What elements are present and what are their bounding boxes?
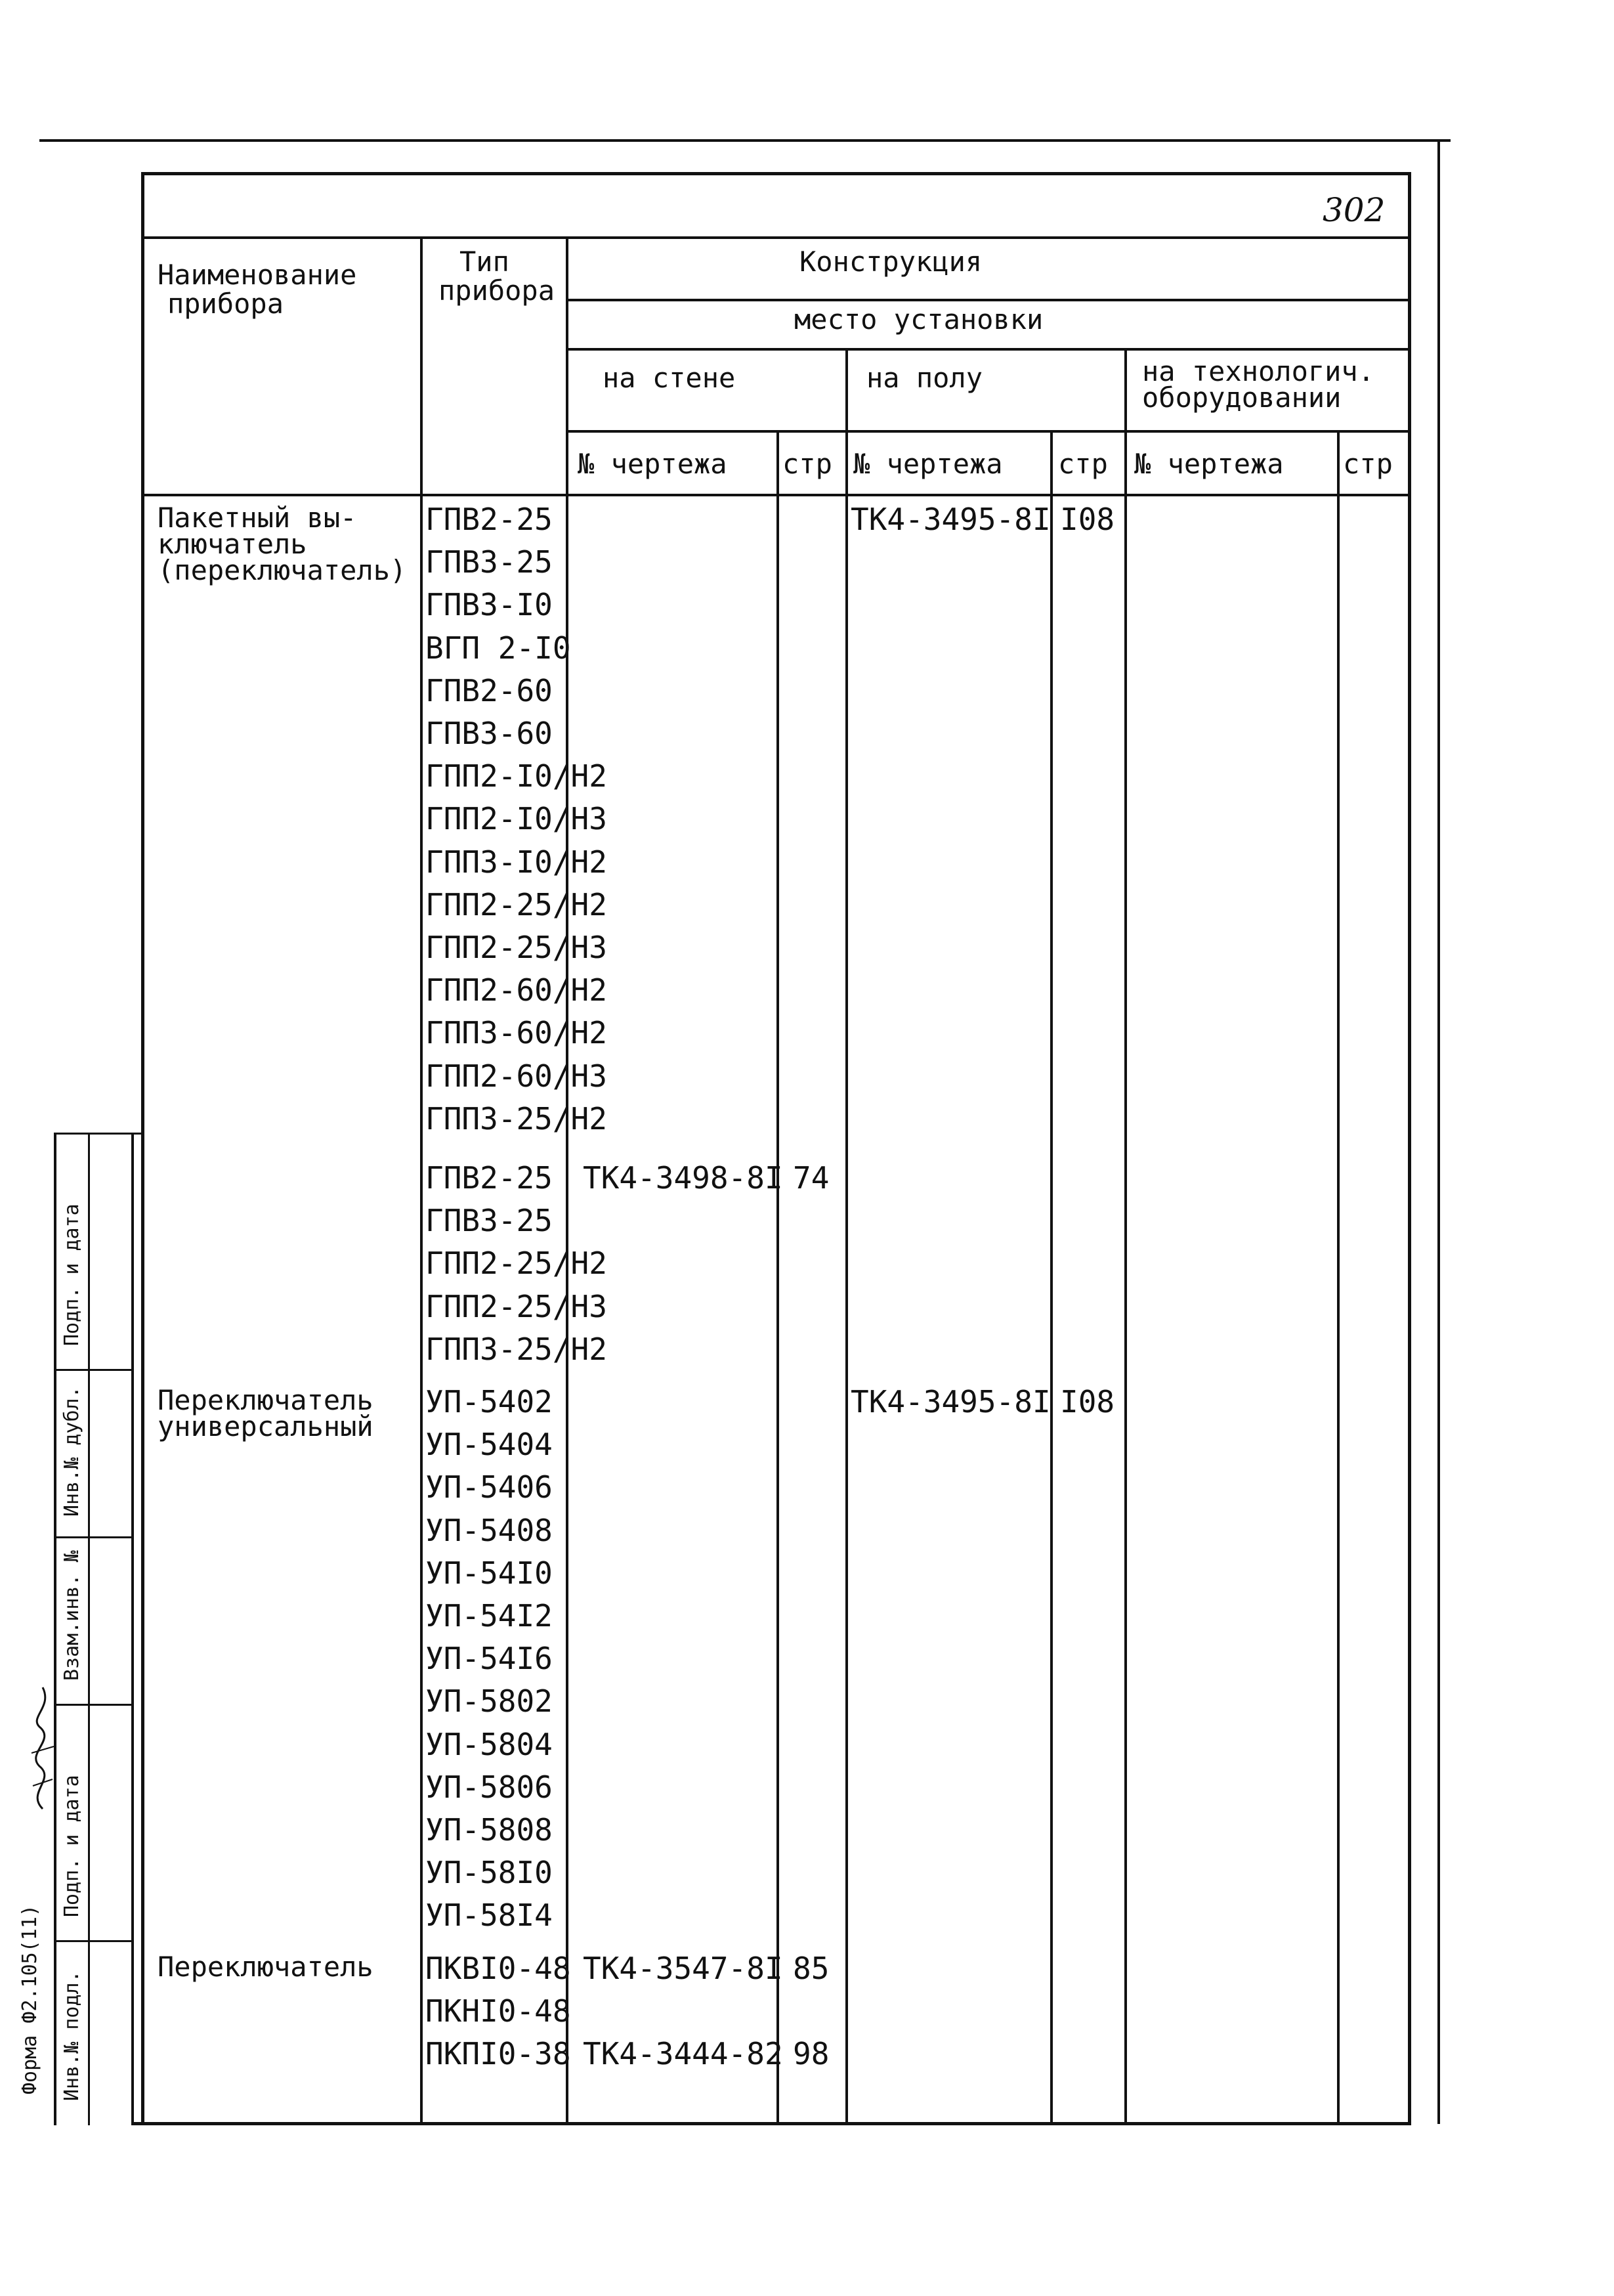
row-type: ПКВI0-48 bbox=[425, 1950, 571, 1986]
header-wall-page: стр bbox=[782, 448, 832, 480]
frame-left bbox=[141, 172, 144, 2125]
row-type: ГПП2-25/Н3 bbox=[425, 930, 607, 965]
row-type: ПКПI0-38 bbox=[425, 2036, 571, 2071]
header-construction: Конструкция bbox=[799, 246, 983, 278]
row-type: УП-5402 bbox=[425, 1384, 553, 1419]
row-type: УП-5804 bbox=[425, 1726, 553, 1762]
row-type: УП-58I4 bbox=[425, 1897, 553, 1934]
header-line-bottom bbox=[141, 494, 1411, 496]
header-wall-drawing-no: № чертежа bbox=[578, 448, 727, 480]
row-type: УП-5808 bbox=[425, 1812, 553, 1848]
stamp-inv-orig: Инв.№ подл. bbox=[60, 1970, 83, 2101]
row-type: ГПП2-I0/Н2 bbox=[425, 758, 607, 794]
header-floor-page: стр bbox=[1058, 448, 1108, 480]
stamp-outer-left bbox=[54, 1133, 56, 2125]
row-wall-drawing: ТК4-3547-8I bbox=[583, 1950, 783, 1986]
row-type: УП-5408 bbox=[425, 1512, 553, 1548]
right-margin-line bbox=[1437, 141, 1440, 2124]
frame-top bbox=[141, 172, 1411, 175]
frame-bottom bbox=[131, 2122, 1411, 2125]
stamp-sep-2 bbox=[54, 1536, 134, 1538]
row-type: ГПВ3-I0 bbox=[425, 587, 553, 623]
row-name-line: Переключатель bbox=[158, 1950, 373, 1983]
row-name-line: ключатель bbox=[158, 528, 307, 560]
header-equip-page: стр bbox=[1343, 448, 1393, 480]
row-type: ГПП2-60/Н3 bbox=[425, 1058, 607, 1094]
pagenum-separator bbox=[141, 236, 1411, 239]
top-rule bbox=[39, 139, 1451, 142]
row-type: ВГП 2-I0 bbox=[425, 630, 571, 666]
header-line-mount bbox=[566, 348, 1411, 351]
stamp-col-divider bbox=[88, 1133, 90, 2125]
header-type-line1: Тип bbox=[459, 246, 509, 278]
row-type: ГПП2-60/Н2 bbox=[425, 972, 607, 1008]
row-type: ГПП2-I0/Н3 bbox=[425, 801, 607, 837]
stamp-inv-dup: Инв.№ дубл. bbox=[60, 1386, 83, 1517]
row-type: УП-5802 bbox=[425, 1683, 553, 1720]
col-line-wall-page bbox=[776, 430, 779, 2125]
row-floor-page: I08 bbox=[1060, 1384, 1115, 1419]
row-type: ГПВ3-25 bbox=[425, 1203, 553, 1239]
row-type: ГПВ3-25 bbox=[425, 544, 553, 580]
row-type: ГПП2-25/Н2 bbox=[425, 1245, 607, 1282]
col-line-floor-equip bbox=[1124, 348, 1127, 2125]
col-line-type-wall bbox=[566, 238, 568, 2125]
row-type: УП-5806 bbox=[425, 1769, 553, 1805]
row-type: ГПВ3-60 bbox=[425, 716, 553, 751]
row-type: ГПП2-25/Н2 bbox=[425, 886, 607, 922]
row-type: ГПВ2-25 bbox=[425, 1160, 553, 1196]
row-type: ГПП3-25/Н2 bbox=[425, 1331, 607, 1367]
row-type: УП-58I0 bbox=[425, 1855, 553, 1891]
header-line-subcols bbox=[566, 430, 1411, 433]
row-type: ПКНI0-48 bbox=[425, 1993, 571, 2029]
stamp-replace-inv: Взам.инв. № bbox=[60, 1550, 83, 1681]
row-name-line: Переключатель bbox=[158, 1384, 373, 1416]
row-wall-drawing: ТК4-3444-82 bbox=[583, 2036, 783, 2071]
header-equip-drawing-no: № чертежа bbox=[1134, 448, 1284, 480]
stamp-top bbox=[54, 1133, 141, 1135]
row-type: ГПВ2-60 bbox=[425, 672, 553, 708]
row-wall-drawing: ТК4-3498-8I bbox=[583, 1160, 783, 1196]
header-on-equipment-line2: оборудовании bbox=[1142, 381, 1342, 414]
row-type: УП-54I2 bbox=[425, 1598, 553, 1634]
row-name-line: Пакетный вы- bbox=[158, 502, 357, 534]
col-line-name-type bbox=[420, 238, 423, 2125]
signature-mark bbox=[20, 1681, 66, 1812]
row-type: ГПП3-25/Н2 bbox=[425, 1100, 607, 1137]
row-type: УП-5406 bbox=[425, 1469, 553, 1505]
header-name-line1: Наименование bbox=[158, 259, 357, 291]
header-name-line2: прибора bbox=[167, 288, 284, 320]
row-type: ГПП3-60/Н2 bbox=[425, 1015, 607, 1051]
stamp-sign-date: Подп. и дата bbox=[60, 1775, 83, 1917]
row-wall-page: 98 bbox=[793, 2036, 830, 2071]
col-line-floor-page bbox=[1050, 430, 1053, 2125]
row-name-line: универсальный bbox=[158, 1410, 373, 1442]
col-line-wall-floor bbox=[845, 348, 848, 2125]
row-wall-page: 85 bbox=[793, 1950, 830, 1986]
row-type: УП-5404 bbox=[425, 1427, 553, 1463]
header-mount-place: место установки bbox=[794, 303, 1044, 336]
row-floor-drawing: ТК4-3495-8I bbox=[851, 502, 1051, 537]
col-line-equip-page bbox=[1337, 430, 1340, 2125]
row-wall-page: 74 bbox=[793, 1160, 830, 1196]
row-name-line: (переключатель) bbox=[158, 554, 407, 586]
stamp-sep-3 bbox=[54, 1704, 134, 1706]
stamp-inner-right bbox=[131, 1133, 134, 2125]
frame-right bbox=[1408, 172, 1411, 2125]
page-number: 302 bbox=[1323, 191, 1386, 229]
stamp-sep-4 bbox=[54, 1940, 134, 1942]
row-floor-drawing: ТК4-3495-8I bbox=[851, 1384, 1051, 1419]
header-line-construction bbox=[566, 299, 1411, 301]
header-on-wall: на стене bbox=[603, 362, 736, 394]
header-on-equipment-line1: на технологич. bbox=[1142, 355, 1375, 387]
stamp-sep-1 bbox=[54, 1369, 134, 1371]
row-type: ГПВ2-25 bbox=[425, 502, 553, 537]
row-type: УП-54I6 bbox=[425, 1641, 553, 1677]
header-type-line2: прибора bbox=[438, 274, 555, 307]
row-floor-page: I08 bbox=[1060, 502, 1115, 537]
stamp-form-label: Форма Ф2.105(11) bbox=[18, 1905, 41, 2094]
row-type: ГПП3-I0/Н2 bbox=[425, 844, 607, 880]
stamp-sign-date-2: Подп. и дата bbox=[60, 1203, 83, 1346]
header-on-floor: на полу bbox=[866, 362, 983, 394]
row-type: ГПП2-25/Н3 bbox=[425, 1288, 607, 1324]
header-floor-drawing-no: № чертежа bbox=[853, 448, 1003, 480]
row-type: УП-54I0 bbox=[425, 1555, 553, 1591]
